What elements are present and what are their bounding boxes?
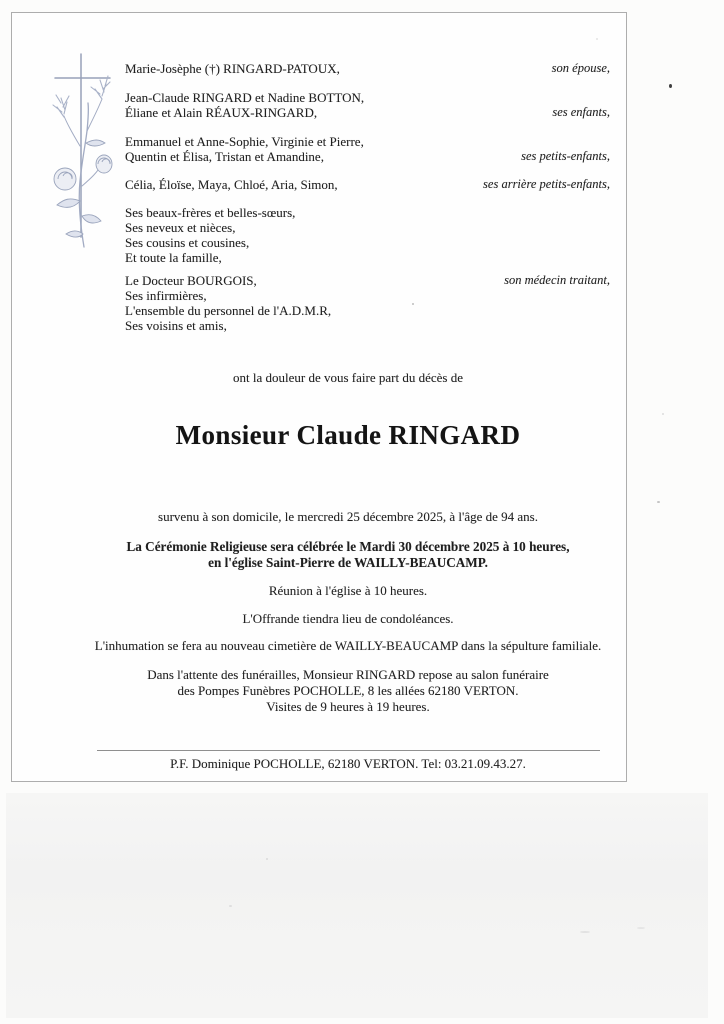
family-line: Ses beaux-frères et belles-sœurs,	[125, 205, 296, 220]
repose-line-3: Visites de 9 heures à 19 heures.	[266, 699, 430, 714]
scan-speck	[580, 931, 590, 933]
family-group-great-grandchildren	[125, 177, 610, 192]
repose-block	[72, 667, 624, 715]
family-list	[125, 61, 610, 333]
family-group-extended	[125, 205, 610, 265]
family-line: Et toute la famille,	[125, 250, 222, 265]
family-line: Célia, Éloïse, Maya, Chloé, Aria, Simon,	[125, 177, 338, 192]
funeral-announcement-card	[11, 12, 627, 782]
scan-speck	[657, 501, 660, 503]
funeral-home-footer: P.F. Dominique POCHOLLE, 62180 VERTON. Tel: 03.21.09.43.27.	[170, 756, 526, 771]
offering-line: L'Offrande tiendra lieu de condoléances.	[242, 611, 454, 626]
family-group-caregivers	[125, 273, 610, 333]
ceremony-block	[72, 539, 624, 571]
family-line: Ses cousins et cousines,	[125, 235, 250, 250]
relation-label: ses enfants,	[552, 105, 610, 119]
ceremony-line-2: en l'église Saint-Pierre de WAILLY-BEAUCAMP.	[208, 555, 488, 570]
relation-label: ses arrière petits-enfants,	[483, 177, 610, 191]
burial-line: L'inhumation se fera au nouveau cimetière de WAILLY-BEAUCAMP dans la sépulture familiale.	[94, 638, 602, 653]
scan-speck	[637, 927, 645, 929]
intro-line: ont la douleur de vous faire part du décès de	[233, 370, 463, 385]
family-line: Le Docteur BOURGOIS,	[125, 273, 257, 288]
family-line: Ses neveux et nièces,	[125, 220, 236, 235]
family-line: Éliane et Alain RÉAUX-RINGARD,	[125, 105, 318, 120]
relation-label: ses petits-enfants,	[521, 149, 610, 163]
blank-scan-sheet	[6, 793, 708, 1018]
ceremony-line-1: La Cérémonie Religieuse sera célébrée le Mardi 30 décembre 2025 à 10 heures,	[126, 539, 570, 554]
scan-speck	[596, 38, 598, 40]
scan-speck	[669, 84, 672, 88]
scan-speck	[412, 303, 414, 305]
family-line: Ses voisins et amis,	[125, 318, 227, 333]
family-group-children	[125, 90, 610, 120]
scan-speck	[662, 413, 664, 415]
family-line: L'ensemble du personnel de l'A.D.M.R,	[125, 303, 332, 318]
family-line: Ses infirmières,	[125, 288, 207, 303]
family-line: Jean-Claude RINGARD et Nadine BOTTON,	[125, 90, 365, 105]
family-line: Emmanuel et Anne-Sophie, Virginie et Pierre,	[125, 134, 364, 149]
family-group-grandchildren	[125, 134, 610, 164]
relation-label: son épouse,	[551, 61, 610, 75]
cross-flowers-icon	[40, 51, 136, 257]
repose-line-1: Dans l'attente des funérailles, Monsieur RINGARD repose au salon funéraire	[147, 667, 549, 682]
family-line: Quentin et Élisa, Tristan et Amandine,	[125, 149, 324, 164]
death-details-line: survenu à son domicile, le mercredi 25 décembre 2025, à l'âge de 94 ans.	[158, 509, 538, 524]
footer-divider	[97, 750, 600, 751]
meeting-line: Réunion à l'église à 10 heures.	[268, 583, 428, 598]
scan-speck	[229, 905, 232, 907]
relation-label: son médecin traitant,	[504, 273, 610, 287]
repose-line-2: des Pompes Funèbres POCHOLLE, 8 les allées 62180 VERTON.	[177, 683, 519, 698]
family-line: Marie-Josèphe (†) RINGARD-PATOUX,	[125, 61, 340, 76]
deceased-name: Monsieur Claude RINGARD	[175, 420, 521, 450]
family-group-spouse	[125, 61, 610, 76]
scan-speck	[266, 858, 268, 860]
